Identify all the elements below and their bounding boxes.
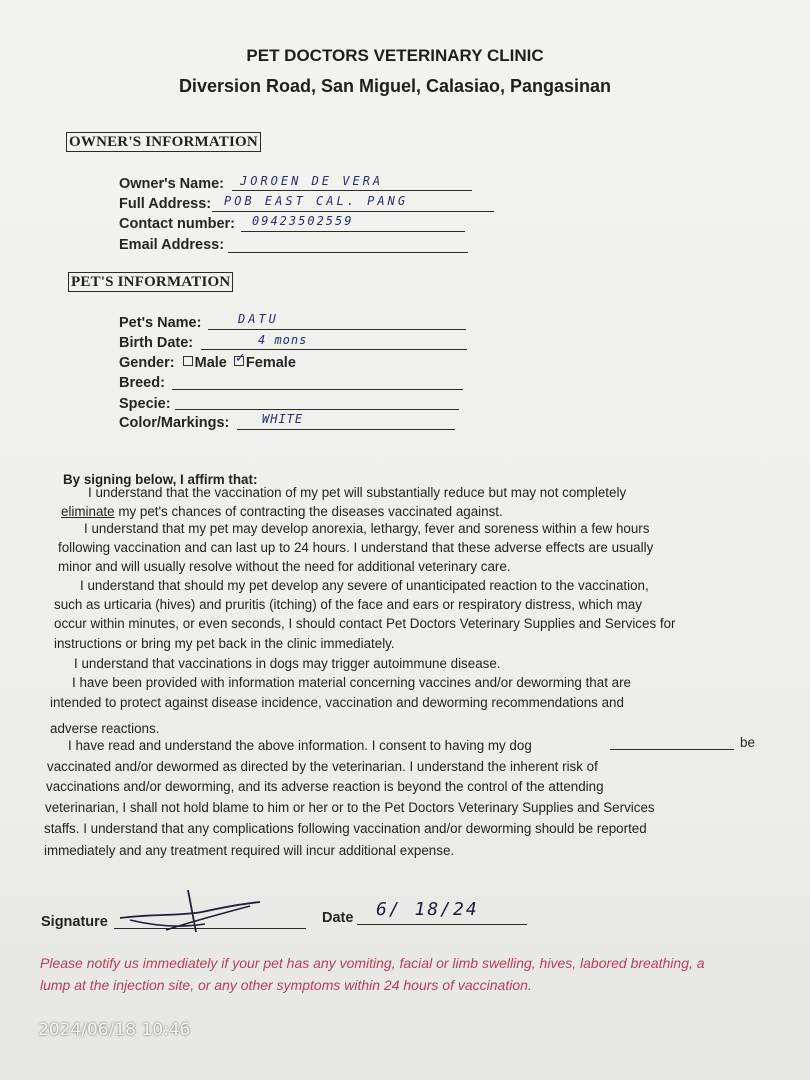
consent-line: adverse reactions. (50, 721, 160, 736)
consent-line: instructions or bring my pet back in the clinic immediately. (54, 636, 395, 651)
owner-name-line (232, 190, 472, 191)
consent-line: occur within minutes, or even seconds, I should contact Pet Doctors Veterinary Supplies and Services for (54, 616, 676, 631)
email-address-label: Email Address: (119, 237, 225, 253)
male-label: Male (194, 355, 227, 371)
consent-line: such as urticaria (hives) and pruritis (itching) of the face and ears or respiratory distress, which may (54, 597, 642, 612)
consent-line: I understand that should my pet develop any severe of unanticipated reaction to the vaccination, (80, 578, 649, 593)
clinic-name: PET DOCTORS VETERINARY CLINIC (246, 46, 544, 65)
date-label: Date (322, 910, 354, 926)
consent-line: veterinarian, I shall not hold blame to him or her or to the Pet Doctors Veterinary Supplies and Services (45, 800, 655, 815)
consent-line-end: be (740, 735, 755, 750)
owner-name-value: JOROEN DE VERA (240, 174, 384, 188)
handwritten-signature (110, 886, 270, 936)
consent-line: I have been provided with information material concerning vaccines and/or deworming that are (72, 675, 631, 690)
check-mark-icon: ✓ (234, 350, 246, 365)
contact-number-value: 09423502559 (252, 214, 354, 228)
specie-label: Specie: (119, 396, 171, 412)
color-markings-line (237, 429, 455, 430)
owner-address-value: POB EAST CAL. PANG (224, 194, 409, 208)
consent-line: vaccinated and/or dewormed as directed by the veterinarian. I understand the inherent risk of (47, 759, 598, 774)
date-value: 6/ 18/24 (376, 899, 479, 920)
consent-line: minor and will usually resolve without the need for additional veterinary care. (58, 559, 511, 574)
consent-line: following vaccination and can last up to 24 hours. I understand that these adverse effects are usually (58, 540, 654, 555)
dog-name-blank (610, 749, 734, 750)
owner-section-heading: OWNER'S INFORMATION (66, 132, 261, 152)
email-address-line (228, 252, 468, 253)
clinic-address: Diversion Road, San Miguel, Calasiao, Pangasinan (178, 76, 612, 96)
consent-line: I have read and understand the above information. I consent to having my dog (68, 738, 532, 753)
pet-name-line (208, 329, 466, 330)
gender-row (119, 350, 296, 371)
consent-line: vaccinations and/or deworming, and its adverse reaction is beyond the control of the attending (46, 779, 604, 794)
breed-line (172, 389, 463, 390)
birth-date-label: Birth Date: (119, 335, 194, 351)
consent-line: staffs. I understand that any complications following vaccination and/or deworming should be reported (44, 821, 647, 836)
underlined-word: eliminate (61, 504, 115, 519)
gender-label: Gender: (119, 355, 175, 371)
breed-label: Breed: (119, 375, 165, 391)
owner-address-label: Full Address: (119, 196, 212, 212)
contact-number-line (241, 231, 465, 232)
signature-label: Signature (41, 914, 108, 930)
post-vaccination-notice: Please notify us immediately if your pet has any vomiting, facial or limb swelling, hives, labored breathing, a lump at the injection site, or any other symptoms within 24 hours of vaccination. (40, 955, 705, 993)
photo-timestamp: 2024/06/18 10:46 (38, 1020, 191, 1040)
birth-date-value: 4 mons (258, 333, 308, 347)
owner-name-label: Owner's Name: (119, 176, 224, 192)
female-checkbox[interactable] (234, 350, 246, 366)
consent-line: I understand that vaccinations in dogs may trigger autoimmune disease. (74, 656, 501, 671)
consent-intro: By signing below, I affirm that: (63, 472, 258, 487)
consent-line: intended to protect against disease incidence, vaccination and deworming recommendations and (50, 695, 624, 710)
consent-line: I understand that the vaccination of my pet will substantially reduce but may not completely (88, 485, 627, 500)
pet-section-heading: PET'S INFORMATION (68, 272, 233, 292)
pet-name-label: Pet's Name: (119, 315, 202, 331)
male-checkbox[interactable] (183, 356, 193, 366)
consent-line: I understand that my pet may develop anorexia, lethargy, fever and soreness within a few hours (84, 521, 650, 536)
consent-line: immediately and any treatment required will incur additional expense. (44, 843, 455, 858)
color-markings-label: Color/Markings: (119, 415, 230, 431)
consent-text: my pet's chances of contracting the diseases vaccinated against. (114, 504, 503, 519)
color-markings-value: WHITE (262, 412, 304, 426)
female-label: Female (245, 355, 296, 371)
pet-name-value: DATU (238, 312, 279, 326)
contact-number-label: Contact number: (119, 216, 235, 232)
date-line (357, 924, 527, 925)
owner-address-line (212, 211, 494, 212)
specie-line (175, 409, 459, 410)
